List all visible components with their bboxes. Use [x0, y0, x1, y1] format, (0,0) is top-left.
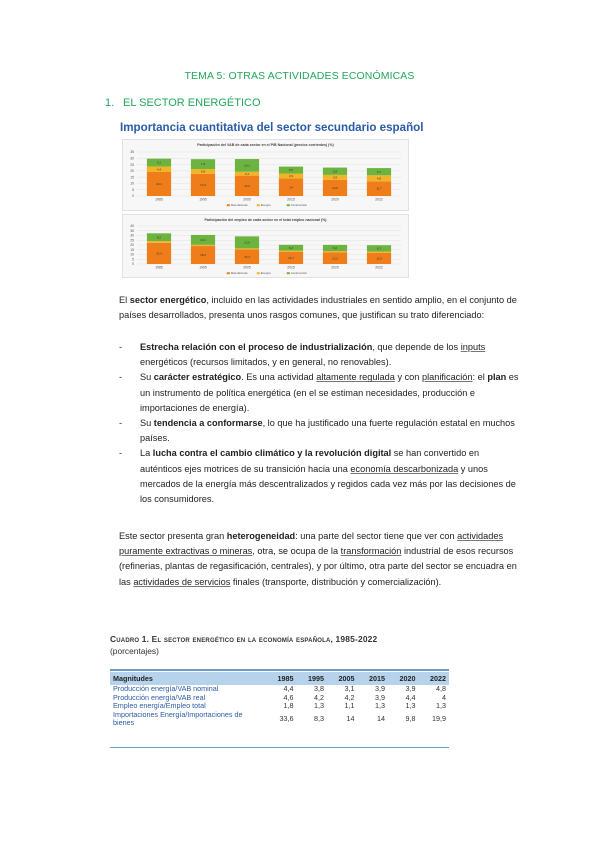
x-tick-label: 1985 [155, 265, 163, 270]
data-label: 3,9 [332, 175, 338, 180]
text-run: y unos mercados de la energía más descentralizados y regidos cada vez más por las decisiones de los consumidores. [140, 463, 516, 505]
text-run: finales (transporte, distribución y comercialización). [230, 576, 442, 587]
underlined-text: economía descarbonizada [350, 463, 459, 474]
text-run: , lo que ha justificado una fuerte regulación estatal en muchos países. [140, 418, 515, 444]
table-cell: 1,3 [436, 701, 446, 711]
data-label: 5,5 [288, 168, 294, 173]
bullet-dash: - [119, 418, 123, 429]
data-label: 6,2 [156, 160, 162, 165]
column-header: 2015 [358, 672, 389, 685]
x-tick-label: 2015 [287, 197, 295, 202]
bar-segment-1 [367, 252, 391, 253]
list-item [119, 370, 519, 416]
table-row [110, 711, 449, 730]
table-cell: 4,2 [314, 692, 324, 702]
section-title: EL SECTOR ENERGÉTICO [123, 97, 261, 109]
table-cell: 4,4 [405, 692, 416, 702]
bullet-list [119, 340, 519, 507]
data-label: 12,2 [332, 256, 338, 261]
x-tick-label: 2022 [375, 265, 383, 270]
bar-segment-1 [147, 241, 171, 243]
legend-label: Manufacturas [230, 203, 248, 207]
data-label: 6,7 [376, 246, 382, 251]
list-item [119, 446, 519, 507]
data-label: 4,8 [376, 176, 382, 181]
table-cell: 3,9 [375, 684, 385, 693]
y-tick-label: 35 [130, 228, 134, 233]
data-label: 7,9 [200, 162, 206, 167]
data-label: 11,7 [376, 186, 382, 191]
bold-text: sector energético [129, 295, 207, 305]
text-run: y con [394, 372, 422, 383]
y-tick-label: 10 [130, 181, 134, 186]
x-tick-label: 2020 [331, 265, 339, 270]
data-label: 19,1 [156, 182, 162, 187]
data-label: 5,8 [332, 169, 338, 174]
data-label: 3,9 [288, 174, 294, 179]
data-label: 3,1 [244, 171, 250, 176]
bullet-dash: - [119, 372, 123, 383]
bold-text: heterogeneidad [226, 531, 296, 541]
chart-title: Participación del VAB de cada sector en el PIB Nacional (precios corrientes) (%) [197, 143, 334, 147]
y-tick-label: 0 [132, 262, 134, 267]
table-cell: 4,8 [436, 684, 446, 693]
bar-segment-1 [191, 245, 215, 246]
data-label: 5,7 [376, 169, 382, 174]
table-cell: 3,9 [375, 692, 385, 702]
x-tick-label: 1995 [199, 197, 207, 202]
figure-title: Importancia cuantitativa del sector secundario español [120, 121, 424, 134]
text-run: Su [140, 372, 154, 383]
legend-label: Manufacturas [230, 271, 248, 275]
y-tick-label: 20 [130, 243, 134, 248]
legend-label: Construcción [290, 271, 308, 275]
table-cell: 1,1 [344, 701, 355, 711]
table-subtitle: (porcentajes) [110, 646, 159, 656]
text-run: , otra, se ocupa de la [252, 546, 341, 557]
table-bottom-rule [110, 747, 449, 748]
bold-text: Estrecha relación con el proceso de industrialización [140, 342, 373, 352]
table-cell: 1,3 [314, 701, 324, 711]
data-label: 18,9 [200, 253, 206, 258]
bullet-dash: - [119, 448, 123, 459]
column-header: 1995 [297, 672, 328, 685]
data-label: 8,2 [156, 235, 162, 240]
y-tick-label: 30 [130, 233, 134, 238]
text-run: energéticos (recursos limitados, y en general, no renovables). [140, 357, 392, 368]
underlined-text: transformación [340, 546, 402, 557]
underlined-text: planificación [421, 372, 473, 383]
data-label: 12,7 [288, 256, 294, 261]
legend-label: Energía [260, 271, 271, 275]
text-run: La [140, 448, 153, 459]
underlined-text: actividades de servicios [133, 576, 231, 587]
x-tick-label: 2005 [243, 197, 251, 202]
data-label: 14 [289, 185, 293, 190]
y-tick-label: 0 [132, 194, 134, 199]
data-label: 6,6 [332, 246, 338, 251]
data-label: 10,1 [244, 163, 250, 168]
text-run: El [119, 295, 130, 305]
text-run: es un instrumento de política energética (en el se estiman necesidades, producción e importaciones de energía). [140, 372, 519, 413]
text-run: . Es una actividad [241, 372, 317, 383]
data-label: 4,4 [156, 167, 162, 172]
table-cell: 4,2 [344, 692, 355, 702]
table-cell: 1,3 [375, 701, 385, 711]
y-tick-label: 25 [130, 238, 134, 243]
y-tick-label: 20 [130, 169, 134, 174]
table-cell: 1,3 [405, 701, 416, 711]
column-header: 1985 [266, 672, 297, 685]
data-label: 16,2 [244, 183, 250, 188]
bold-text: lucha contra el cambio climático y la revolución digital [152, 448, 392, 459]
legend-swatch [287, 204, 290, 206]
text-run: Este sector presenta gran [119, 531, 227, 541]
table-cell: 3,1 [344, 684, 355, 693]
row-label: Producción energía/VAB real [113, 692, 206, 702]
table-cell: 9,8 [405, 714, 416, 724]
x-tick-label: 1995 [199, 265, 207, 270]
underlined-text: actividades puramente extractivas o mineras [119, 531, 504, 557]
bar-segment-1 [323, 251, 347, 252]
chart-title: Participación del empleo de cada sector en el total empleo nacional (%) [204, 218, 327, 222]
legend-swatch [227, 204, 230, 206]
text-run: , incluido en las actividades industriales en sentido amplio, en el conjunto de países desarrollados, presenta unos rasgos comunes, que justifican su trato diferenciado: [119, 295, 517, 321]
y-tick-label: 40 [130, 224, 134, 229]
data-label: 3,8 [200, 169, 206, 174]
data-label: 6,2 [288, 245, 294, 250]
y-tick-label: 5 [132, 187, 134, 192]
y-tick-label: 15 [130, 247, 134, 252]
column-header: Magnitudes [110, 672, 266, 685]
legend-swatch [257, 204, 260, 206]
text-run: : el [472, 372, 488, 383]
y-tick-label: 5 [132, 257, 134, 262]
y-tick-label: 25 [130, 162, 134, 167]
table-cell: 4,4 [283, 684, 294, 693]
x-tick-label: 2022 [375, 197, 383, 202]
y-tick-label: 15 [130, 175, 134, 180]
heterogeneity-paragraph [119, 529, 519, 590]
text-run: , que depende de los [372, 342, 461, 352]
text-run: : una parte del sector tiene que ver con [295, 531, 458, 541]
bar-segment-1 [279, 251, 303, 252]
legend-label: Energía [260, 203, 271, 207]
legend-swatch [257, 272, 260, 274]
text-run: Su [140, 418, 154, 429]
legend-swatch [287, 272, 290, 274]
row-label: Importaciones Energía/Importaciones de bienes [113, 709, 243, 728]
column-header: 2022 [419, 672, 450, 685]
intro-paragraph [119, 293, 519, 323]
underlined-text: inputs [460, 342, 486, 352]
table-cell: 33,6 [279, 714, 294, 724]
bold-text: plan [487, 372, 507, 383]
table-cell: 1,8 [283, 701, 294, 711]
table-cell: 14 [377, 714, 385, 724]
legend-label: Construcción [290, 203, 308, 207]
row-label: Empleo energía/Empleo total [113, 701, 206, 711]
x-tick-label: 2020 [331, 197, 339, 202]
x-tick-label: 2015 [287, 265, 295, 270]
table-top-rule [110, 669, 449, 671]
chart-empleo [122, 214, 409, 278]
x-tick-label: 1985 [155, 197, 163, 202]
page-title: TEMA 5: OTRAS ACTIVIDADES ECONÓMICAS [184, 70, 415, 82]
table-cell: 3,9 [405, 684, 416, 693]
energy-table [110, 672, 449, 730]
y-tick-label: 30 [130, 156, 134, 161]
table-cell: 19,9 [432, 714, 446, 724]
table-cell: 14 [346, 714, 355, 724]
legend-swatch [227, 272, 230, 274]
table-title: Cuadro 1. El sector energético en la economía española, 1985-2022 [110, 634, 378, 644]
data-label: 22,3 [156, 251, 162, 256]
chart-vab-plot [123, 140, 408, 210]
x-tick-label: 2005 [243, 265, 251, 270]
data-label: 15,4 [244, 254, 250, 259]
underlined-text: altamente regulada [316, 372, 395, 383]
data-label: 12,9 [332, 185, 338, 190]
table-cell: 3,8 [314, 684, 324, 693]
chart-vab [122, 139, 409, 211]
bold-text: carácter estratégico [153, 372, 242, 383]
bar-segment-1 [235, 248, 259, 249]
data-label: 11,8 [376, 256, 382, 261]
data-label: 10,4 [200, 237, 206, 242]
text-run: industrial de esos recursos (refinerias, plantas de regasificación, centrales), y por último, otra parte del sector se encuadra en las [119, 546, 517, 587]
text-run: se han convertido en auténticos ejes motrices de su transición hacia una [140, 448, 480, 474]
table-cell: 8,3 [314, 714, 324, 724]
row-label: Producción energía/VAB nominal [113, 684, 219, 693]
y-tick-label: 10 [130, 252, 134, 257]
data-label: 17,6 [200, 183, 206, 188]
section-heading [105, 97, 261, 109]
column-header: 2020 [388, 672, 419, 685]
list-item [119, 340, 519, 370]
chart-empleo-plot [123, 215, 408, 277]
y-tick-label: 35 [130, 150, 134, 155]
column-header: 2005 [327, 672, 358, 685]
data-label: 12,6 [244, 240, 250, 245]
table-cell: 4 [442, 692, 446, 702]
list-item [119, 416, 519, 446]
section-number: 1. [105, 97, 115, 109]
bold-text: tendencia a conformarse [153, 418, 263, 429]
table-cell: 4,6 [283, 692, 294, 702]
bullet-dash: - [119, 342, 123, 352]
